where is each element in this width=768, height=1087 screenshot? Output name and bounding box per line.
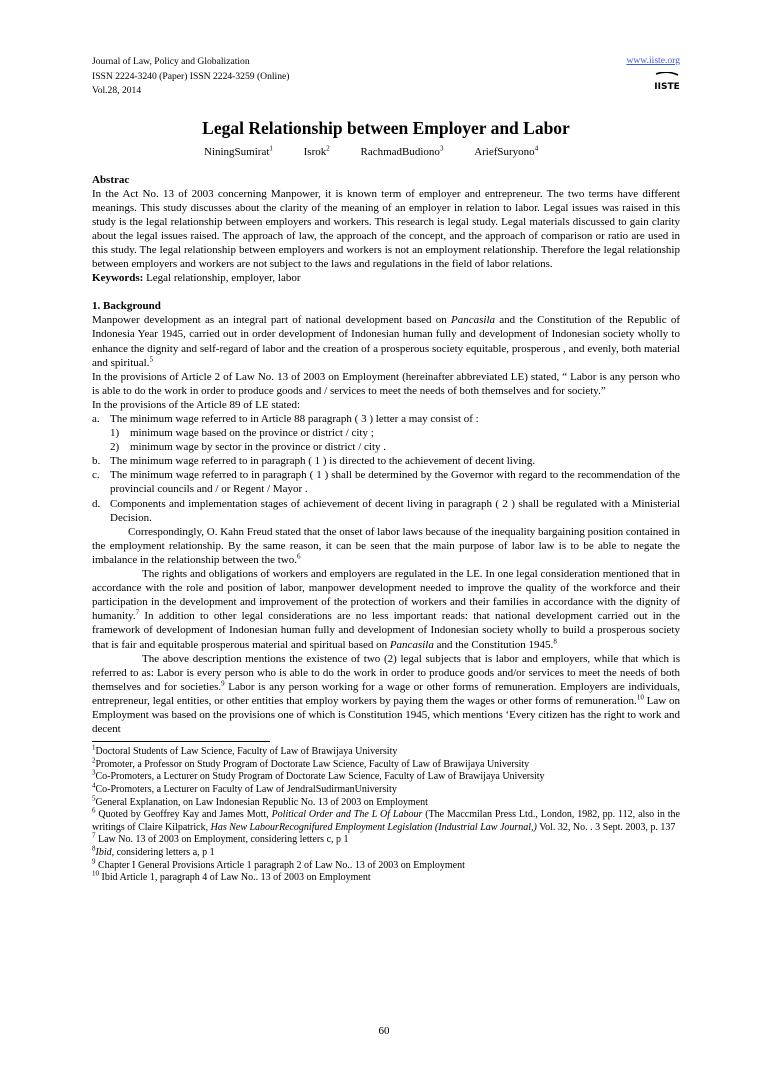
author-list — [92, 145, 680, 159]
list-item: b. The minimum wage referred to in paragraph ( 1 ) is directed to the achievement of decent living. — [92, 455, 536, 468]
author: NiningSumirat$^1$ — [204, 143, 273, 158]
abstract-heading: Abstrac — [92, 173, 130, 186]
list-item: 2) minimum wage by sector in the province or district / city . — [110, 441, 386, 454]
paragraph: Correspondingly, O. Kahn Freud stated that the onset of labor laws because of the inequality bargaining position contained in the employment relationship. By the same reason, it can be seen that the main purpose of labor law is to be able to negate the imbalance in the relationship between the two.$^6$ — [92, 525, 680, 566]
footnote: $^{10}$ Ibid Article 1, paragraph 4 of Law No.. 13 of 2003 on Employment — [92, 869, 371, 884]
paragraph: The above description mentions the existence of two (2) legal subjects that is labor and employers, while that which is referred to as: Labor is every person who is able to do the work in order to produce goods and/or services to meet the needs of both themselves and for societies.$^9$ Labor is any person working for a wage or other forms of remuneration. Employers are individuals, entrepreneur, legal entities, or other entities that employ workers by paying them the wages or other forms of remuneration.$^{10}$ Law on Employment was based on the provisions one of which is Constitution 1945, which mentions ‘Every citizen has the right to work and decent — [92, 652, 680, 736]
paragraph: In the provisions of Article 2 of Law No. 13 of 2003 on Employment (hereinafter abbreviated LE) stated, “ Labor is any person who is able to do the work in order to produce goods and / services to meet the needs of both themselves and for society.” — [92, 370, 680, 397]
abstract — [92, 173, 680, 286]
volume-line: Vol.28, 2014 — [92, 85, 142, 96]
section-heading: 1. Background — [92, 300, 161, 313]
footnote: $^2$Promoter, a Professor on Study Program of Doctorate Law Science, Faculty of Law of Brawijaya University — [92, 756, 530, 770]
abstract-text: In the Act No. 13 of 2003 concerning Manpower, it is known term of employer and entrepreneur. The two terms have different meanings. This study discusses about the clarity of the meaning of an employer in relation to labor. Legal issues was raised in this study is the legal relationship between employers and workers. This research is legal study. Legal materials discussed to gain clarity about the legal issues raised. The approach of law, the approach of the concept, and the approach of comparison or ratio are used in this study. The legal relationship between employers and workers is not an employment relationship. Therefore the legal relationship between employers and workers are not subject to the laws and regulations in the field of labor relations. — [92, 187, 680, 271]
list-item: d. Components and implementation stages of achievement of decent living in paragraph ( 2 ) shall be regulated with a Ministerial Decision. — [92, 497, 680, 524]
author: AriefSuryono$^4$ — [474, 143, 539, 158]
paragraph: Manpower development as an integral part of national development based on Pancasila and the Constitution of the Republic of Indonesia Year 1945, carried out in order development of Indonesian human fully and development of Indonesian society wholly to enhance the dignity and self-regard of labor and the creation of a prosperous society equitable, prosperous , and evenly, both material and spiritual.$^5$ — [92, 314, 680, 369]
paragraph: The rights and obligations of workers and employers are regulated in the LE. In one legal consideration mentioned that in accordance with the role and position of labor, manpower development needed to improve the quality of the workforce and their participation in the development and improvement of the protection of workers and their families in accordance with the dignity of humanity.$^7$ In addition to other legal considerations are no less important reads: that national development carried out in the framework of development of Indonesian human fully and development of Indonesian society wholly to build a prosperous society that is fair and equitable prosperous material and spiritual based on Pancasila and the Constitution 1945.$^8$ — [92, 568, 680, 651]
running-header — [92, 55, 680, 99]
author: RachmadBudiono$^3$ — [360, 143, 444, 158]
paper-title: Legal Relationship between Employer and Labor — [202, 117, 570, 138]
list-item: 1) minimum wage based on the province or district / city ; — [110, 427, 374, 440]
footnote: $^9$ Chapter I General Provisions Article 1 paragraph 2 of Law No.. 13 of 2003 on Employment — [92, 857, 465, 871]
footnote: $^6$ Quoted by Geoffrey Kay and James Mott, Political Order and The L Of Labour (The Maccmilan Press Ltd., London, 1982, pp. 112, also in the writings of Claire Kilpatrick, Has New LabourRecognifured Employment Legislation (Industrial Law Journal,) Vol. 32, No. . 3 Sept. 2003, p. 137 — [92, 806, 680, 833]
footnote: $^1$Doctoral Students of Law Science, Faculty of Law of Brawijaya University — [92, 743, 398, 758]
paragraph: In the provisions of the Article 89 of LE stated: — [92, 398, 301, 411]
list-item: a. The minimum wage referred to in Article 88 paragraph ( 3 ) letter a may consist of : — [92, 413, 479, 425]
footnotes — [92, 743, 680, 885]
author: Isrok$^2$ — [303, 143, 330, 158]
footnote-divider — [92, 741, 270, 742]
footnote: $^4$Co-Promoters, a Lecturer on Faculty of Law of JendralSudirmanUniversity — [92, 781, 397, 795]
iiste-logo-icon — [654, 72, 680, 94]
logo-text: IISTE — [654, 82, 680, 92]
journal-name: Journal of Law, Policy and Globalization — [92, 56, 250, 67]
journal-url-link[interactable]: www.iiste.org — [626, 55, 680, 66]
list-item: c. The minimum wage referred to in paragraph ( 1 ) shall be determined by the Governor with regard to the recommendation of the provincial councils and / or Regent / Mayor . — [92, 469, 680, 496]
page — [92, 55, 680, 885]
keywords: Keywords: Legal relationship, employer, labor — [92, 272, 301, 285]
page-number: 60 — [378, 1025, 390, 1037]
footnote: $^7$ Law No. 13 of 2003 on Employment, considering letters c, p 1 — [92, 831, 349, 846]
footnote: $^5$General Explanation, on Law Indonesian Republic No. 13 of 2003 on Employment — [92, 794, 428, 808]
issn-line: ISSN 2224-3240 (Paper) ISSN 2224-3259 (Online) — [92, 70, 290, 82]
footnote: $^8$Ibid, considering letters a, p 1 — [92, 844, 215, 858]
sub-list — [92, 426, 680, 454]
footnote: $^3$Co-Promoters, a Lecturer on Study Program of Doctorate Law Science, Faculty of Law of Brawijaya University — [92, 769, 545, 783]
background-section — [92, 299, 680, 736]
provision-list — [92, 412, 680, 525]
